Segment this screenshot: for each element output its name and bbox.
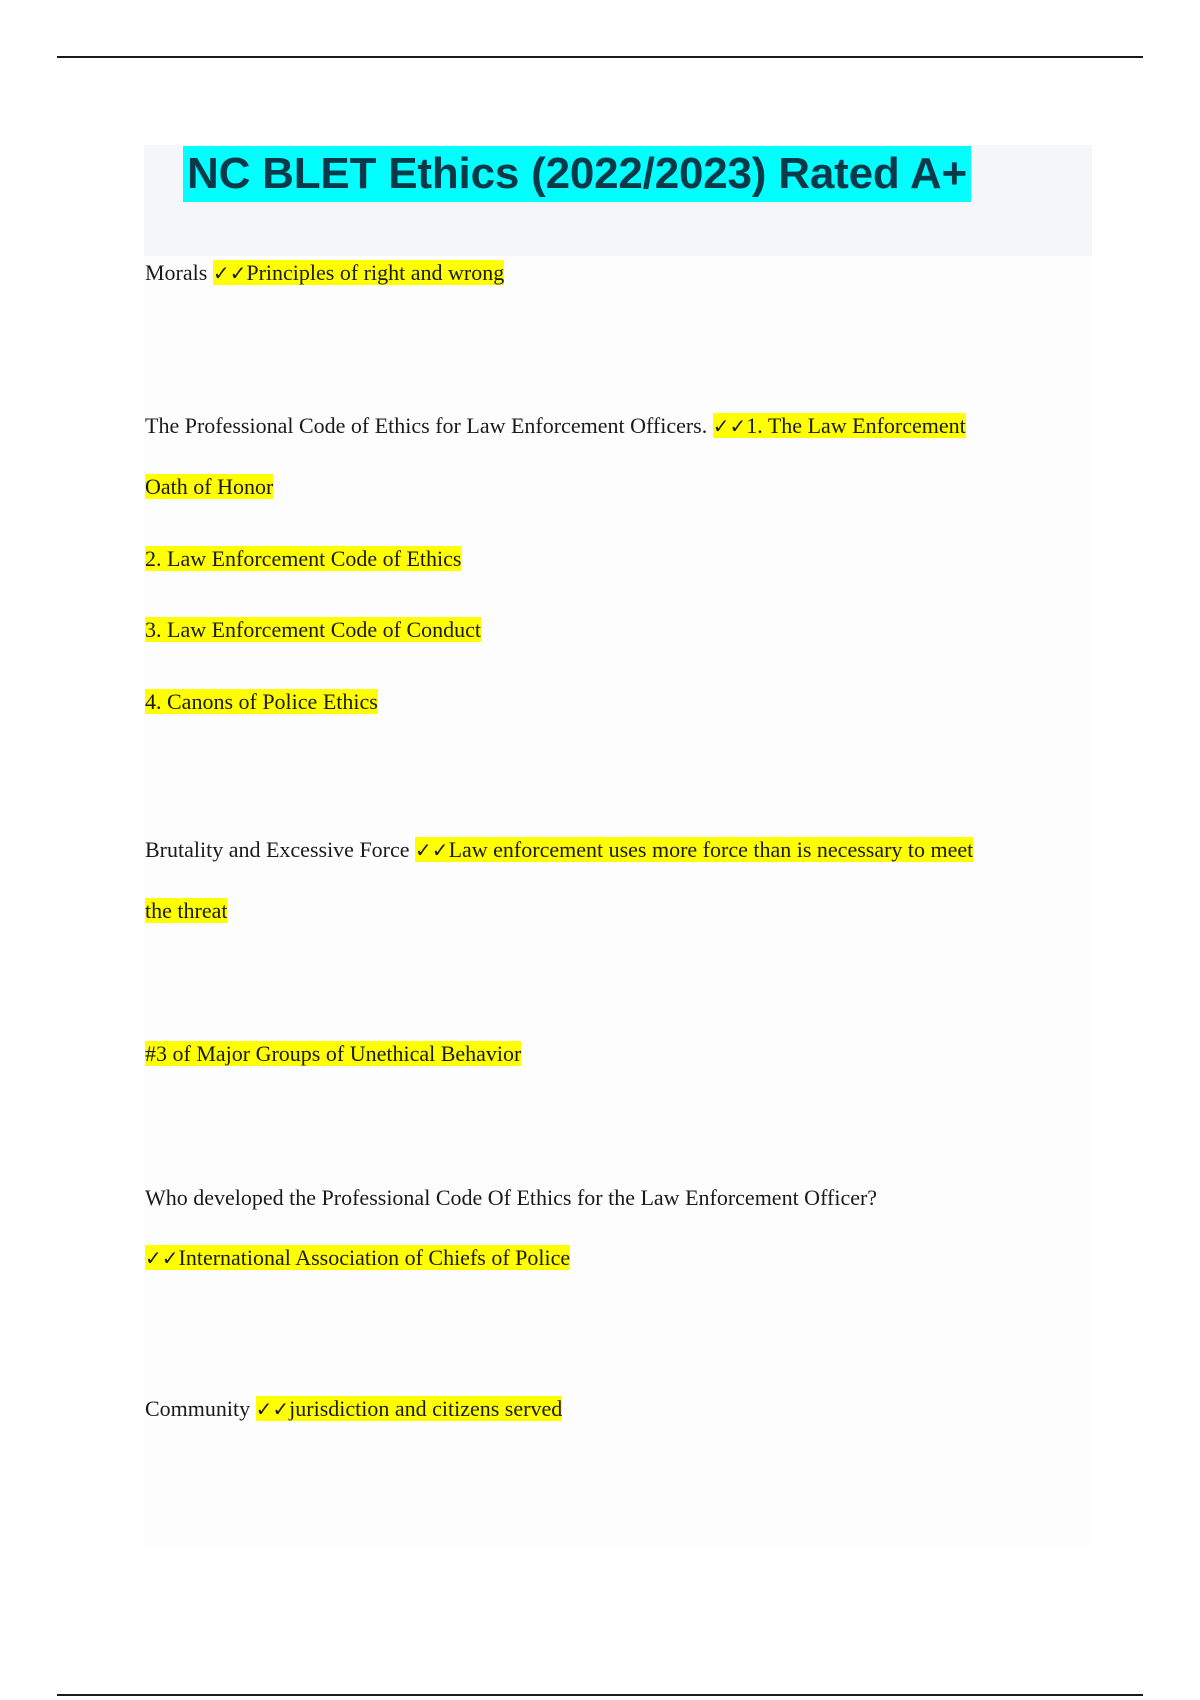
entry-answer-continuation: Oath of Honor — [145, 474, 274, 499]
entry-who-developed — [145, 1183, 877, 1213]
entry-professional-code — [145, 411, 966, 441]
double-check-icon: ✓✓ — [712, 414, 747, 438]
entry-answer: ✓✓1. The Law Enforcement — [712, 413, 966, 438]
entry-answer-line — [145, 1243, 570, 1273]
entry-term: Who developed the Professional Code Of Ethics for the Law Enforcement Officer? — [145, 1185, 878, 1210]
entry-community — [145, 1394, 562, 1424]
double-check-icon: ✓✓ — [255, 1397, 290, 1421]
answer-list-item: 4. Canons of Police Ethics — [145, 689, 378, 714]
entry-term: Community — [145, 1396, 251, 1421]
entry-term: Morals — [145, 260, 208, 285]
entry-morals — [145, 258, 504, 288]
entry-answer: ✓✓Law enforcement uses more force than is necessary to meet — [415, 837, 974, 862]
entry-major-groups — [145, 1039, 521, 1069]
double-check-icon: ✓✓ — [415, 838, 449, 862]
entry-answer-continuation: the threat — [145, 898, 228, 923]
entry-answer: ✓✓Principles of right and wrong — [212, 260, 505, 285]
entry-answer: ✓✓International Association of Chiefs of Police — [145, 1245, 571, 1270]
entry-answer: #3 of Major Groups of Unethical Behavior — [145, 1041, 522, 1066]
answer-list-item: 2. Law Enforcement Code of Ethics — [145, 546, 462, 571]
entry-term: The Professional Code of Ethics for Law Enforcement Officers. — [145, 413, 708, 438]
entry-brutality — [145, 835, 973, 865]
top-rule — [57, 56, 1143, 58]
answer-list-item: 3. Law Enforcement Code of Conduct — [145, 617, 482, 642]
entry-term: Brutality and Excessive Force — [145, 837, 410, 862]
double-check-icon: ✓✓ — [145, 1246, 179, 1270]
bottom-rule — [57, 1694, 1143, 1696]
entry-answer: ✓✓jurisdiction and citizens served — [255, 1396, 563, 1421]
double-check-icon: ✓✓ — [212, 261, 247, 285]
document-title: NC BLET Ethics (2022/2023) Rated A+ — [183, 146, 971, 202]
